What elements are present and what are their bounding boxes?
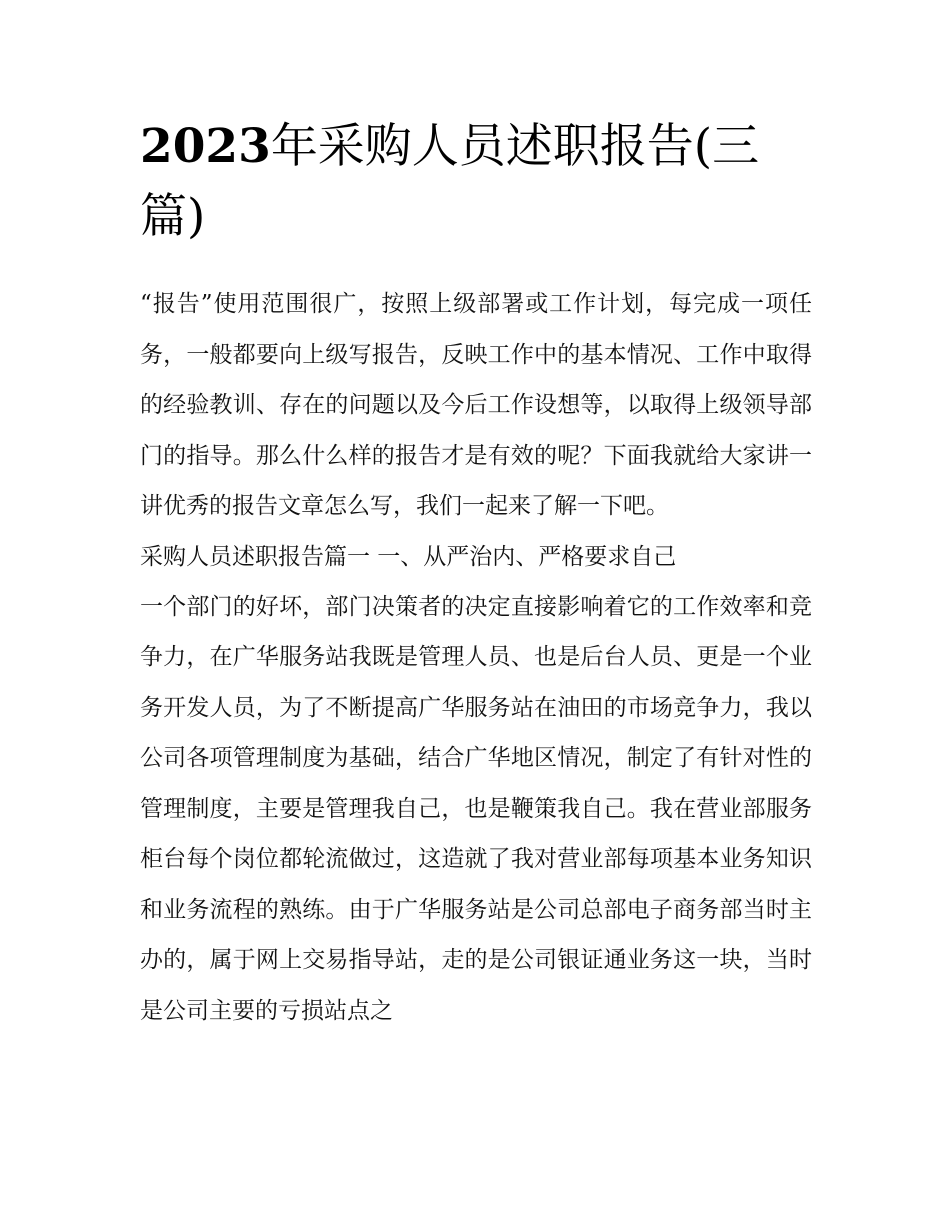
section-heading: 采购人员述职报告篇一 一、从严治内、严格要求自己 (140, 543, 677, 570)
title-text: 年采购人员述职报告(三篇) (140, 119, 760, 244)
intro-paragraph: “报告”使用范围很广，按照上级部署或工作计划，每完成一项任务，一般都要向上级写报告，反映工作中的基本情况、工作中取得的经验教训、存在的问题以及今后工作设想等，以取得上级领导部门的指导。那么什么样的报告才是有效的呢？下面我就给大家讲一讲优秀的报告文章怎么写，我们一起来了解一下吧。 (140, 291, 812, 519)
title-year: 2023 (140, 119, 271, 174)
document-body (140, 279, 812, 1036)
section-paragraph: 一个部门的好坏，部门决策者的决定直接影响着它的工作效率和竞争力，在广华服务站我既是管理人员、也是后台人员、更是一个业务开发人员，为了不断提高广华服务站在油田的市场竞争力，我以公司各项管理制度为基础，结合广华地区情况，制定了有针对性的管理制度，主要是管理我自己，也是鞭策我自己。我在营业部服务柜台每个岗位都轮流做过，这造就了我对营业部每项基本业务知识和业务流程的熟练。由于广华服务站是公司总部电子商务部当时主办的，属于网上交易指导站，走的是公司银证通业务这一块，当时是公司主要的亏损站点之 (140, 593, 812, 1024)
document-title (140, 112, 820, 252)
